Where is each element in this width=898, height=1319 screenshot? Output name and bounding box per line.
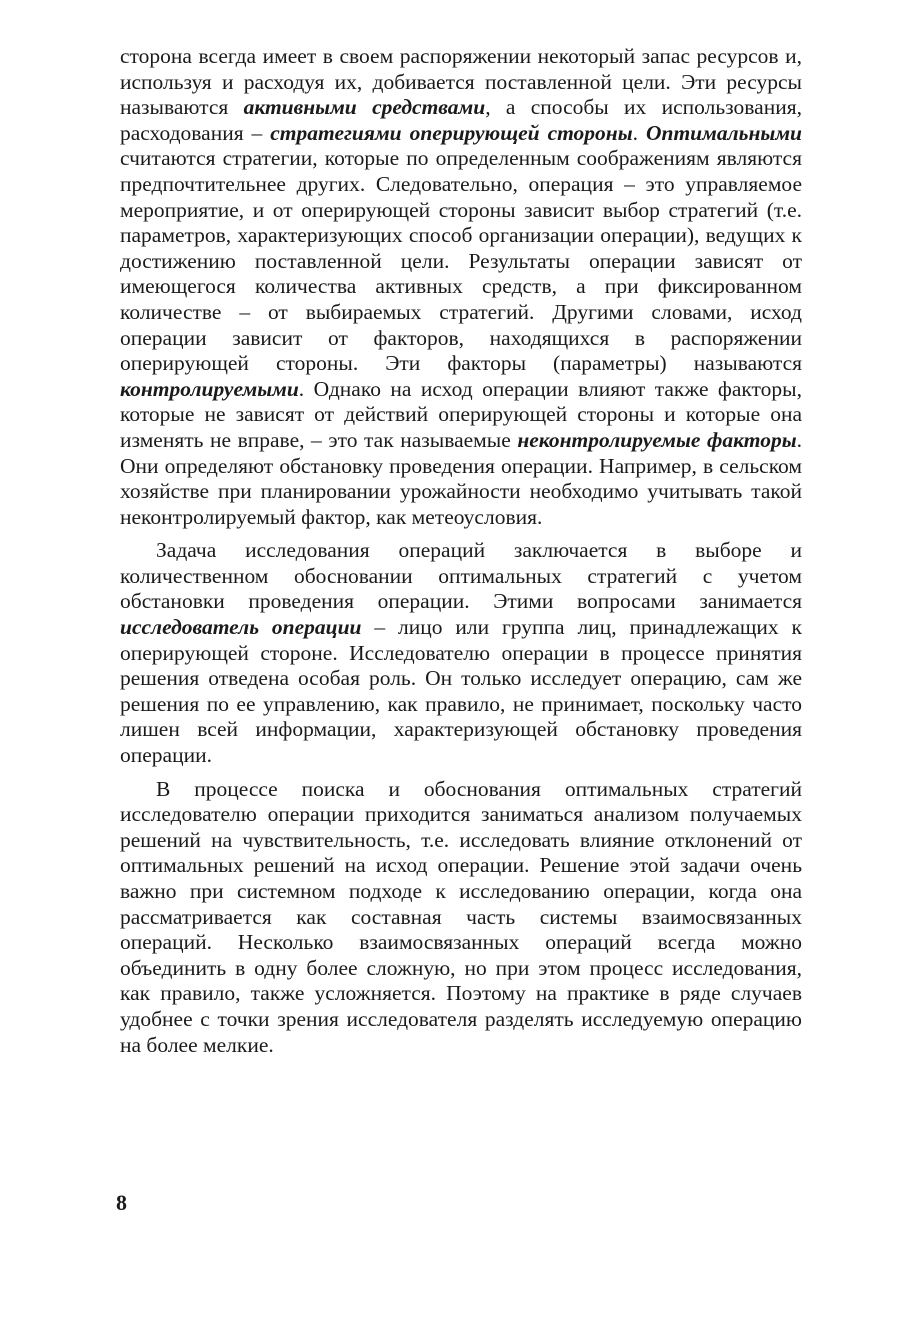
text-segment: – лицо или группа лиц, принадлежащих к оперирующей стороне. Исследователю операции в процессе принятия решения отведена особая роль. Он только исследует операцию, сам же решения по ее управлению, как правило, не принимает, поскольку часто лишен всей информации, характеризующей обстановку проведения операции.: [120, 615, 802, 768]
paragraph-1: [120, 44, 802, 530]
text-segment: В процессе поиска и обоснования оптимальных стратегий исследователю операции приходится заниматься анализом получаемых решений на чувствительность, т.е. исследовать влияние отклонений от оптимальных решений на исход операции. Решение этой задачи очень важно при системном подходе к исследованию операции, когда она рассматривается как составная часть системы взаимосвязанных операций. Несколько взаимосвязанных операций всегда можно объединить в одну более сложную, но при этом процесс исследования, как правило, также усложняется. Поэтому на практике в ряде случаев удобнее с точки зрения исследователя разделять исследуемую операцию на более мелкие.: [120, 776, 802, 1057]
paragraph-2: [120, 538, 802, 768]
text-segment: . Они определяют обстановку проведения операции. Например, в сельском хозяйстве при планировании урожайности необходимо учитывать такой неконтролируемый фактор, как метеоусловия.: [120, 427, 802, 529]
term-active-means: активными средствами: [243, 95, 486, 120]
term-controllable: контролируемыми: [120, 376, 299, 401]
paragraph-3: [120, 777, 802, 1059]
term-operations-researcher: исследователь операции: [120, 615, 362, 640]
term-strategies: стратегиями оперирующей стороны: [270, 120, 633, 145]
term-optimal: Оптимальными: [645, 120, 803, 145]
text-segment: .: [632, 120, 646, 145]
page-number: 8: [116, 1190, 127, 1215]
term-uncontrollable-factors: неконтролируемые факторы: [517, 427, 797, 452]
body-text: [120, 44, 802, 1058]
text-segment: , а способы их использования, расходования –: [120, 95, 802, 145]
text-segment: сторона всегда имеет в своем распоряжении некоторый запас ресурсов и, используя и расходуя их, добивается поставленной цели. Эти ресурсы называются: [120, 44, 802, 120]
text-segment: Задача исследования операций заключается в выборе и количественном обосновании оптимальных стратегий с учетом обстановки проведения операции. Этими вопросами занимается: [120, 538, 802, 614]
text-segment: считаются стратегии, которые по определенным соображениям являются предпочтительнее других. Следовательно, операция – это управляемое мероприятие, и от оперирующей стороны зависит выбор стратегий (т.е. параметров, характеризующих способ организации операции), ведущих к достижению поставленной цели. Результаты операции зависят от имеющегося количества активных средств, а при фиксированном количестве – от выбираемых стратегий. Другими словами, исход операции зависит от факторов, находящихся в распоряжении оперирующей стороны. Эти факторы (параметры) называются: [120, 146, 802, 376]
text-segment: . Однако на исход операции влияют также факторы, которые не зависят от действий оперирующей стороны и которые она изменять не вправе, – это так называемые: [120, 376, 802, 452]
